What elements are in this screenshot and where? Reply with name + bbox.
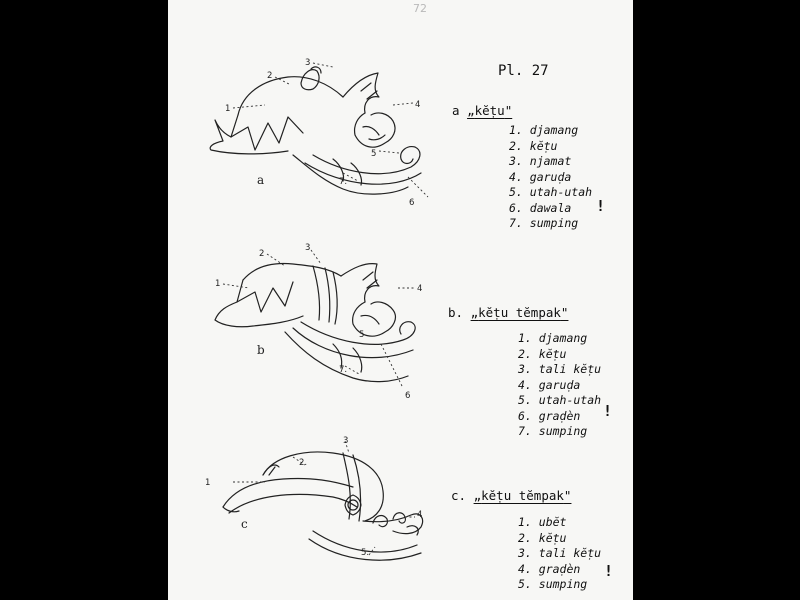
callout-b-2: 2 [259,249,265,259]
section-b-letter: b. [448,305,464,320]
figure-b-drawing [193,240,433,405]
figure-c-drawing [193,435,433,595]
plate-title: Pl. 27 [498,63,549,79]
legend-item: 7. sumping [518,424,588,438]
legend-item: 7. sumping [509,216,579,230]
legend-item: 5. sumping [518,577,588,591]
legend-item: 3. tali kĕṭu [518,362,602,376]
callout-c-4: 4 [417,510,423,520]
section-c-title: „kĕṭu tĕmpak" [473,488,572,503]
callout-b-7: 7. [339,365,348,375]
legend-item: 3. njamat [509,154,572,168]
legend-item: 2. kĕṭu [518,530,567,545]
legend-item: 3. tali kĕṭu [518,546,602,560]
section-c-letter: c. [451,488,467,503]
section-b-title: „kĕṭu tĕmpak" [470,305,569,320]
section-b-heading [448,305,568,320]
legend-item: 5. utah-utah [509,185,593,199]
exclamation-mark: ! [604,562,614,580]
figure-c-letter: c [241,517,248,531]
exclamation-mark: ! [603,402,613,420]
callout-a-7: 7. [339,177,348,187]
legend-item: 4. garuḍa [518,377,581,392]
callout-b-5: 5 [359,330,365,340]
legend-item: 2. kĕṭu [518,346,567,361]
callout-b-3: 3 [305,243,311,253]
legend-item: 1. djamang [509,123,579,137]
figure-a-drawing [193,55,433,220]
figure-b-letter: b [257,343,265,357]
legend-item: 1. ubĕt [518,515,567,529]
callout-a-2: 2 [267,71,273,81]
document-page [168,0,633,600]
callout-a-3: 3 [305,58,311,68]
exclamation-mark: ! [596,197,606,215]
callout-a-1: 1 [225,104,231,114]
legend-item: 6. dawala [509,200,572,215]
callout-c-1: 1 [205,478,211,488]
section-b-legend [518,331,601,440]
legend-item: 2. kĕṭu [509,138,558,153]
section-c-heading [451,488,571,503]
callout-a-6: 6 [409,198,415,208]
section-c-legend [518,515,601,593]
callout-c-3: 3 [343,436,349,446]
callout-a-5: 5 [371,149,377,159]
callout-b-1: 1 [215,279,221,289]
section-a-title: „kĕṭu" [467,103,513,118]
section-a-letter: a [452,103,460,118]
callout-c-2: 2. [299,458,308,468]
callout-b-6: 6 [405,391,411,401]
page-number: 72 [413,2,427,15]
legend-item: 5. utah-utah [518,393,602,407]
legend-item: 6. graḍèn [518,408,581,423]
legend-item: 1. djamang [518,331,588,345]
legend-item: 4. garuḍa [509,169,572,184]
section-a-legend [509,123,592,232]
section-a-heading [452,103,512,118]
figure-a-letter: a [257,173,265,187]
callout-c-5: 5. [361,548,370,558]
legend-item: 4. graḍèn [518,561,581,576]
callout-a-4: 4 [415,100,421,110]
callout-b-4: 4 [417,284,423,294]
